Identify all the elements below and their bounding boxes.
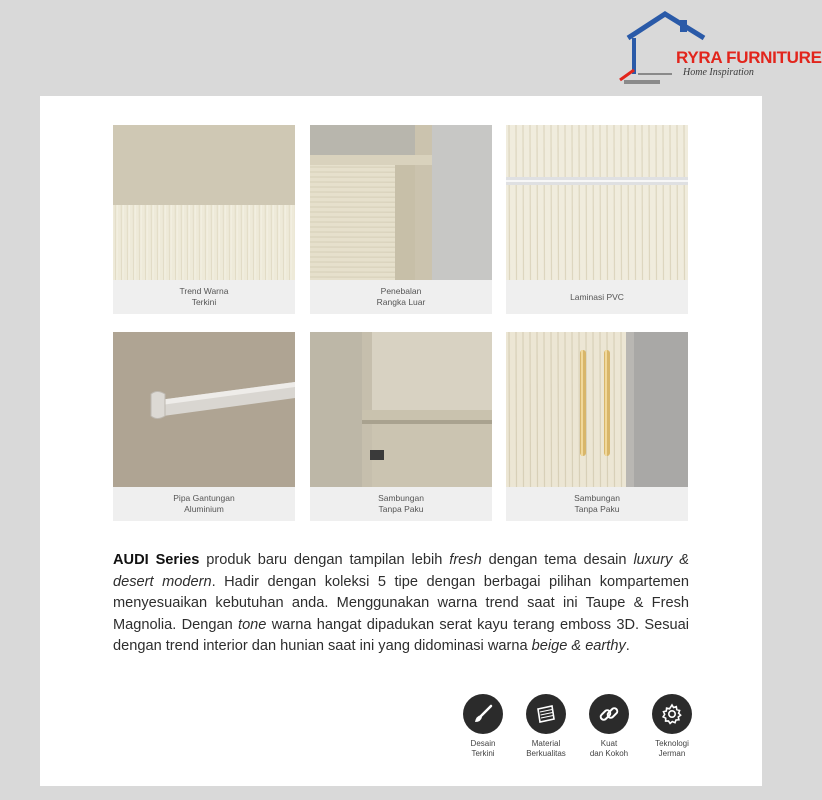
brand-logo (620, 8, 822, 88)
feature-technology (642, 694, 702, 759)
chain-link-icon (589, 694, 629, 734)
door-handle-image (506, 332, 688, 487)
desc-emphasis: beige & earthy (531, 638, 626, 654)
feature-design (453, 694, 513, 759)
series-name: AUDI Series (113, 552, 200, 568)
product-description (113, 550, 689, 658)
trend-color-image (113, 125, 295, 280)
tile-caption: Sambungan Tanpa Paku (378, 493, 424, 514)
nailless-joint-image (310, 332, 492, 487)
desc-text: produk baru dengan tampilan lebih (199, 552, 450, 568)
feature-label: Desain Terkini (470, 739, 496, 758)
desc-emphasis: fresh (449, 552, 482, 568)
feature-tile (506, 332, 688, 521)
feature-strength (579, 694, 639, 759)
desc-text: . Hadir dengan koleksi 5 tipe dengan berbagai pilihan kompartemen menyesuaikan kebutuhan anda. Menggunakan warna trend saat ini Taupe & Fresh Magnolia. Dengan (113, 573, 689, 633)
desc-text: warna hangat dipadukan serat kayu terang emboss 3D. Sesuai dengan trend interior dan hunian saat ini yang didominasi warna (113, 616, 689, 654)
tile-caption: Laminasi PVC (570, 291, 624, 302)
brush-icon (463, 694, 503, 734)
wood-texture-icon (526, 694, 566, 734)
feature-tile (310, 125, 492, 314)
feature-label: Kuat dan Kokoh (589, 739, 629, 758)
feature-label: Material Berkualitas (526, 739, 566, 758)
desc-text: . (625, 638, 630, 654)
feature-tile (506, 125, 688, 314)
tile-caption: Trend Warna Terkini (179, 286, 229, 307)
desc-emphasis: luxury & desert modern (113, 552, 689, 590)
hanging-pipe-image (113, 332, 295, 487)
tile-caption: Penebalan Rangka Luar (376, 286, 426, 307)
feature-tile (310, 332, 492, 521)
feature-tile (113, 125, 295, 314)
feature-tile (113, 332, 295, 521)
tile-caption: Sambungan Tanpa Paku (574, 493, 620, 514)
logo-brand-text: RYRA FURNITURE (676, 48, 822, 67)
desc-emphasis: tone (238, 616, 267, 633)
product-card (40, 96, 762, 786)
gear-icon (652, 694, 692, 734)
desc-text: dengan tema desain (481, 552, 634, 568)
logo-tagline: Home Inspiration (683, 67, 754, 78)
feature-material (516, 694, 576, 759)
pvc-lamination-image (506, 125, 688, 280)
frame-thickening-image (310, 125, 492, 280)
feature-label: Teknologi Jerman (655, 739, 689, 758)
tile-caption: Pipa Gantungan Aluminium (173, 493, 235, 514)
